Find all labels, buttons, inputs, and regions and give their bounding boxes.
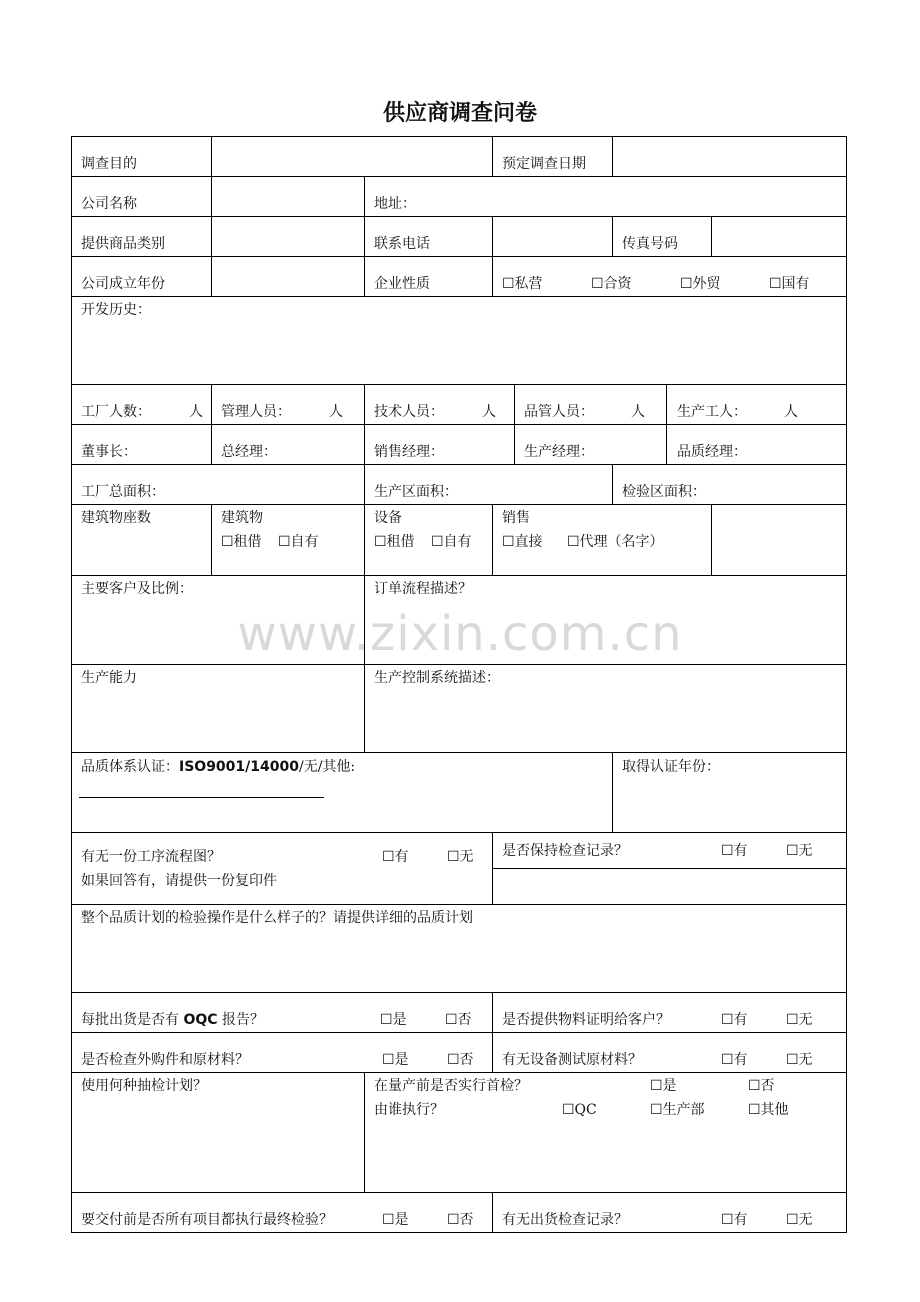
checkbox-executor-qc[interactable]: ☐QC — [562, 1102, 597, 1118]
checkbox-executor-production[interactable]: ☐生产部 — [650, 1102, 705, 1118]
field-history[interactable]: 开发历史： — [71, 296, 847, 385]
field-company[interactable] — [211, 176, 365, 217]
checkbox-material-test-no[interactable]: ☐无 — [786, 1052, 813, 1068]
checkbox-material-cert-yes[interactable]: ☐有 — [721, 1012, 748, 1028]
field-general-manager[interactable]: 总经理： — [211, 424, 365, 465]
field-founded[interactable] — [211, 256, 365, 297]
checkbox-incoming-yes[interactable]: ☐是 — [382, 1052, 409, 1068]
checkbox-material-cert-no[interactable]: ☐无 — [786, 1012, 813, 1028]
label-purpose: 调查目的 — [71, 136, 212, 177]
signature-underline — [79, 797, 324, 798]
field-phone[interactable] — [492, 216, 613, 257]
field-category[interactable] — [211, 216, 365, 257]
label-founded: 公司成立年份 — [71, 256, 212, 297]
field-order-process[interactable]: 订单流程描述？ — [364, 575, 847, 665]
label-nature: 企业性质 — [364, 256, 493, 297]
field-survey-date[interactable] — [612, 136, 847, 177]
checkbox-direct[interactable]: ☐直接 — [502, 534, 543, 550]
checkbox-state[interactable]: ☐国有 — [769, 276, 810, 292]
checkbox-flowchart-no[interactable]: ☐无 — [447, 849, 474, 865]
checkbox-record-yes[interactable]: ☐有 — [721, 843, 748, 859]
label-company: 公司名称 — [71, 176, 212, 217]
label-category: 提供商品类别 — [71, 216, 212, 257]
checkbox-incoming-no[interactable]: ☐否 — [447, 1052, 474, 1068]
checkbox-final-no[interactable]: ☐否 — [447, 1212, 474, 1228]
field-address[interactable]: 地址： — [364, 176, 847, 217]
checkbox-building-own[interactable]: ☐自有 — [278, 534, 319, 550]
incoming-inspection-question: 是否检查外购件和原材料？ ☐是 ☐否 — [71, 1032, 493, 1073]
page-title: 供应商调查问卷 — [382, 101, 537, 126]
field-technical-staff[interactable]: 技术人员： 人 — [364, 384, 515, 425]
field-production-manager[interactable]: 生产经理： — [514, 424, 667, 465]
field-sales-manager[interactable]: 销售经理： — [364, 424, 515, 465]
watermark: www.zixin.com.cn — [237, 606, 683, 662]
material-cert-question: 是否提供物料证明给客户？ ☐有 ☐无 — [492, 992, 847, 1033]
checkbox-joint[interactable]: ☐合资 — [591, 276, 632, 292]
field-chairman[interactable]: 董事长： — [71, 424, 212, 465]
checkbox-equipment-own[interactable]: ☐自有 — [431, 534, 472, 550]
first-article-inspection: 在量产前是否实行首检？ ☐是 ☐否 由谁执行？ ☐QC ☐生产部 ☐其他 — [364, 1072, 847, 1193]
checkbox-final-yes[interactable]: ☐是 — [382, 1212, 409, 1228]
checkbox-first-yes[interactable]: ☐是 — [650, 1078, 677, 1094]
field-production-workers[interactable]: 生产工人： 人 — [666, 384, 847, 425]
checkbox-shipping-yes[interactable]: ☐有 — [721, 1212, 748, 1228]
field-sales-extra[interactable] — [711, 504, 847, 576]
label-survey-date: 预定调查日期 — [492, 136, 613, 177]
checkbox-flowchart-yes[interactable]: ☐有 — [382, 849, 409, 865]
inspection-record-question: 是否保持检查记录？ ☐有 ☐无 — [492, 832, 847, 869]
sales-channel: 销售 ☐直接 ☐代理（名字） — [492, 504, 712, 576]
equipment-ownership: 设备 ☐租借 ☐自有 — [364, 504, 493, 576]
field-qc-staff[interactable]: 品管人员： 人 — [514, 384, 667, 425]
flowchart-question: 有无一份工序流程图？ ☐有 ☐无 如果回答有，请提供一份复印件 — [71, 832, 493, 905]
label-building-count: 建筑物座数 — [71, 504, 212, 576]
field-cert-year[interactable]: 取得认证年份： — [612, 752, 847, 833]
field-purpose[interactable] — [211, 136, 493, 177]
oqc-question: 每批出货是否有 OQC 报告？ ☐是 ☐否 — [71, 992, 493, 1033]
field-fax[interactable] — [711, 216, 847, 257]
final-inspection-question: 要交付前是否所有项目都执行最终检验？ ☐是 ☐否 — [71, 1192, 493, 1233]
field-inspection-area[interactable]: 检验区面积： — [612, 464, 847, 505]
field-quality-manager[interactable]: 品质经理： — [666, 424, 847, 465]
checkbox-record-no[interactable]: ☐无 — [786, 843, 813, 859]
checkbox-first-no[interactable]: ☐否 — [748, 1078, 775, 1094]
field-main-customers[interactable]: 主要客户及比例： — [71, 575, 365, 665]
field-quality-plan[interactable]: 整个品质计划的检验操作是什么样子的？请提供详细的品质计划 — [71, 904, 847, 993]
field-quality-certification[interactable]: 品质体系认证：ISO9001/14000/无/其他: — [71, 752, 613, 833]
checkbox-oqc-yes[interactable]: ☐是 — [380, 1012, 407, 1028]
checkbox-executor-other[interactable]: ☐其他 — [748, 1102, 789, 1118]
checkbox-agent[interactable]: ☐代理（名字） — [567, 534, 664, 550]
checkbox-foreign-trade[interactable]: ☐外贸 — [680, 276, 721, 292]
label-fax: 传真号码 — [612, 216, 712, 257]
checkbox-building-rent[interactable]: ☐租借 — [221, 534, 262, 550]
field-capacity[interactable]: 生产能力 — [71, 664, 365, 753]
field-factory-staff[interactable]: 工厂人数： 人 — [71, 384, 212, 425]
material-test-question: 有无设备测试原材料？ ☐有 ☐无 — [492, 1032, 847, 1073]
checkbox-private[interactable]: ☐私营 — [502, 276, 543, 292]
nature-options — [492, 256, 847, 297]
field-control-system[interactable]: 生产控制系统描述： — [364, 664, 847, 753]
field-sampling-plan[interactable]: 使用何种抽检计划？ — [71, 1072, 365, 1193]
checkbox-shipping-no[interactable]: ☐无 — [786, 1212, 813, 1228]
building-ownership: 建筑物 ☐租借 ☐自有 — [211, 504, 365, 576]
field-inspection-record[interactable] — [492, 868, 847, 905]
label-phone: 联系电话 — [364, 216, 493, 257]
checkbox-material-test-yes[interactable]: ☐有 — [721, 1052, 748, 1068]
field-management-staff[interactable]: 管理人员： 人 — [211, 384, 365, 425]
field-total-area[interactable]: 工厂总面积： — [71, 464, 365, 505]
checkbox-oqc-no[interactable]: ☐否 — [445, 1012, 472, 1028]
shipping-record-question: 有无出货检查记录？ ☐有 ☐无 — [492, 1192, 847, 1233]
checkbox-equipment-rent[interactable]: ☐租借 — [374, 534, 415, 550]
field-production-area[interactable]: 生产区面积： — [364, 464, 613, 505]
